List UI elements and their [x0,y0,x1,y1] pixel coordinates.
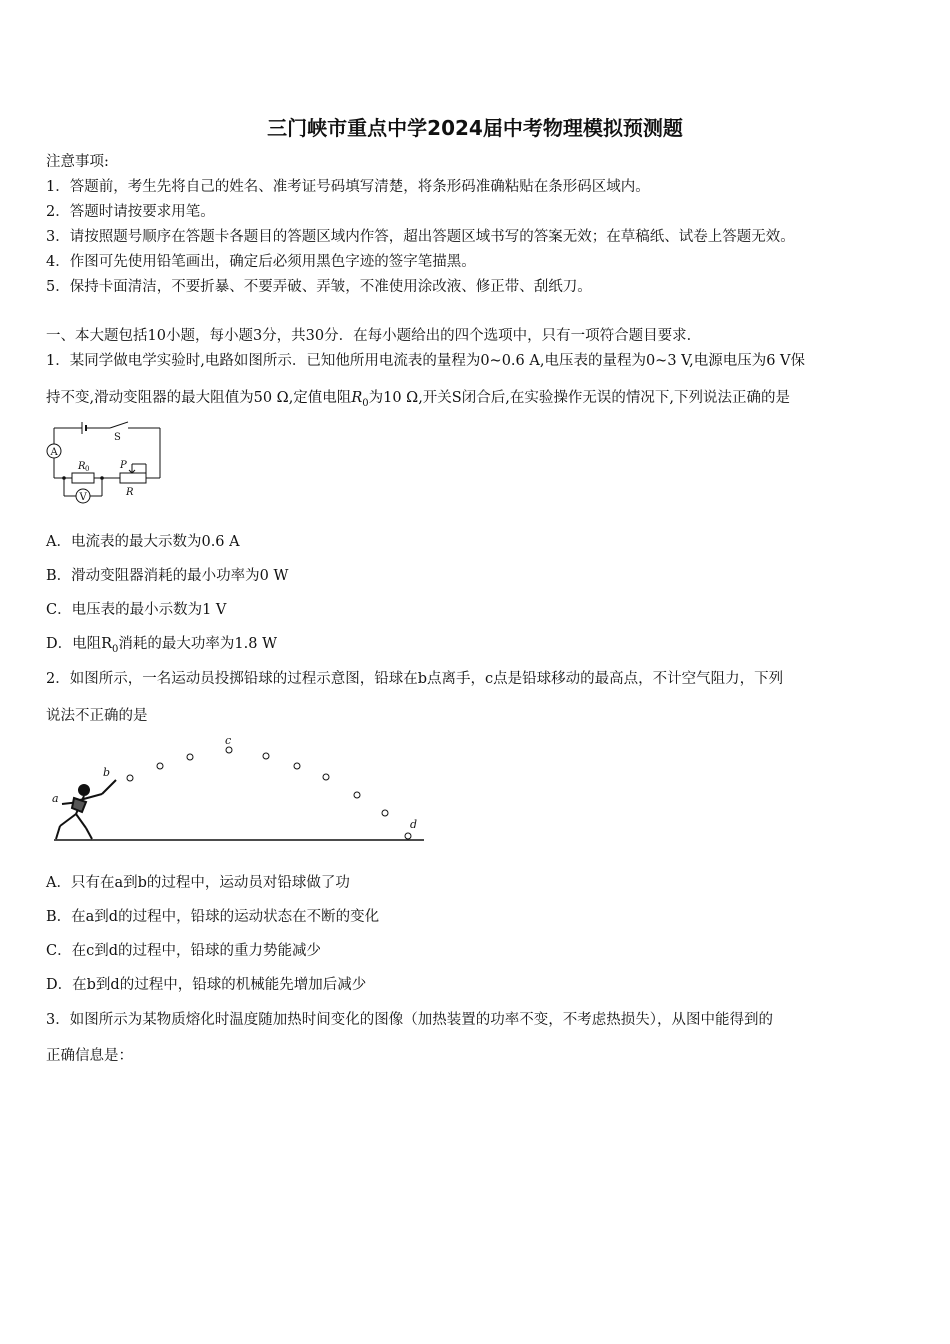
notice-item: 2．答题时请按要求用笔。 [46,204,215,220]
q3-stem-line1: 3．如图所示为某物质熔化时温度随加热时间变化的图像（加热装置的功率不变，不考虑热损失），从图中能得到的 [46,1012,773,1028]
point-a-label: a [52,792,59,805]
point-d-label: d [410,818,418,831]
q2-option-a[interactable]: A．只有在a到b的过程中，运动员对铅球做了功 [46,875,350,891]
ammeter-label: A [50,447,58,458]
voltmeter-label: V [79,492,87,503]
switch-label: S [114,432,121,443]
slider-label: P [120,460,127,471]
page-title: 三门峡市重点中学2024届中考物理模拟预测题 [267,116,683,140]
r0-subscript: 0 [85,465,90,473]
q1-option-a[interactable]: A．电流表的最大示数为0.6 A [46,534,240,550]
q1-stem-line1: 1．某同学做电学实验时,电路如图所示．已知他所用电流表的量程为0~0.6 A,电压表的量程为0~3 V,电源电压为6 V保 [46,353,806,369]
notice-item: 4．作图可先使用铅笔画出，确定后必须用黑色字迹的签字笔描黑。 [46,254,476,270]
point-b-label: b [103,766,111,779]
shot-put-diagram [46,732,430,846]
notice-item: 5．保持卡面清洁，不要折暴、不要弄破、弄皱，不准使用涂改液、修正带、刮纸刀。 [46,279,592,295]
athlete-figure [56,780,116,839]
q2-option-c[interactable]: C．在c到d的过程中，铅球的重力势能减少 [46,943,321,959]
circuit-diagram [40,420,170,512]
q1-stem-line2: 持不变,滑动变阻器的最大阻值为50 Ω,定值电阻$R_0$为10 Ω,开关S闭合后,在实验操作无误的情况下,下列说法正确的是 [46,390,790,409]
q2-option-b[interactable]: B．在a到d的过程中，铅球的运动状态在不断的变化 [46,909,380,925]
q1-option-d[interactable]: D．电阻$R_0$消耗的最大功率为1.8 W [46,636,277,655]
q1-option-c[interactable]: C．电压表的最小示数为1 V [46,602,227,618]
q3-stem-line2: 正确信息是： [46,1048,133,1064]
notice-heading: 注意事项: [46,154,109,170]
notice-item: 1．答题前，考生先将自己的姓名、准考证号码填写清楚，将条形码准确粘贴在条形码区域内。 [46,179,650,195]
point-c-label: c [225,734,232,747]
q2-stem-line1: 2．如图所示，一名运动员投掷铅球的过程示意图，铅球在b点离手，c点是铅球移动的最高点，不计空气阻力，下列 [46,671,784,687]
notice-item: 3．请按照题号顺序在答题卡各题目的答题区域内作答，超出答题区域书写的答案无效；在草稿纸、试卷上答题无效。 [46,229,795,245]
r0-label: R [78,461,86,472]
q1-option-b[interactable]: B．滑动变阻器消耗的最小功率为0 W [46,568,289,584]
section-heading: 一、本大题包括10小题，每小题3分，共30分．在每小题给出的四个选项中，只有一项符合题目要求． [46,328,702,344]
q2-stem-line2: 说法不正确的是 [46,708,148,724]
q2-option-d[interactable]: D．在b到d的过程中，铅球的机械能先增加后减少 [46,977,367,993]
rheostat-label: R [126,487,134,498]
